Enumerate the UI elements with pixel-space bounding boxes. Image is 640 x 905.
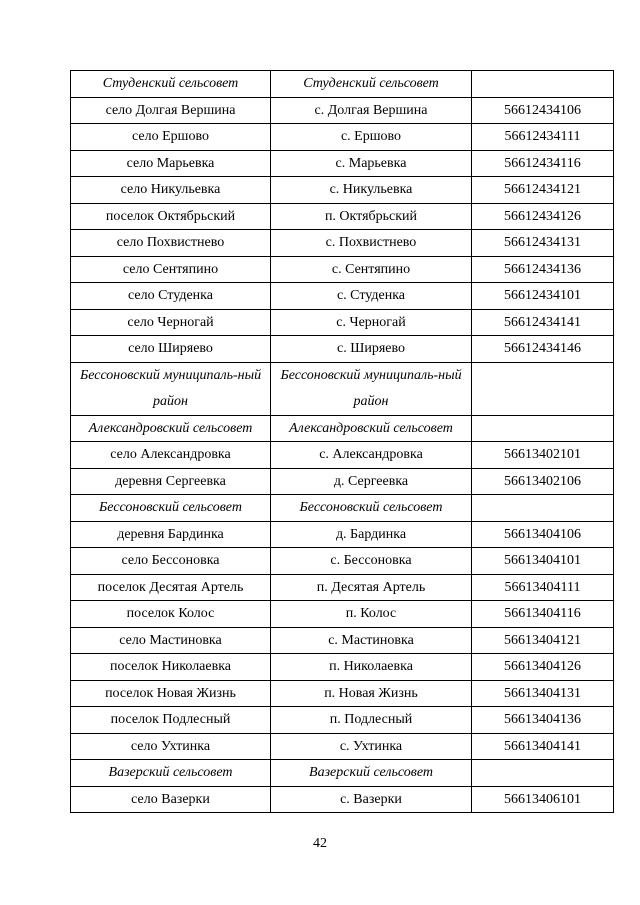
settlement-name-cell: село Бессоновка: [71, 548, 271, 575]
settlement-name-cell: деревня Сергеевка: [71, 468, 271, 495]
short-name-cell: п. Колос: [271, 601, 472, 628]
settlement-name-cell: Бессоновский муниципаль-ный район: [71, 362, 271, 415]
oktmo-code-cell: 56613404116: [472, 601, 614, 628]
settlement-name-cell: Вазерский сельсовет: [71, 760, 271, 787]
group-header-row: [71, 362, 614, 415]
settlement-name-cell: поселок Подлесный: [71, 707, 271, 734]
group-header-row: [71, 415, 614, 442]
settlement-name-cell: село Студенка: [71, 283, 271, 310]
short-name-cell: д. Бардинка: [271, 521, 472, 548]
oktmo-code-cell: 56613402106: [472, 468, 614, 495]
settlement-name-cell: село Долгая Вершина: [71, 97, 271, 124]
short-name-cell: с. Ухтинка: [271, 733, 472, 760]
settlement-name-cell: село Марьевка: [71, 150, 271, 177]
oktmo-code-cell: 56612434106: [472, 97, 614, 124]
settlement-name-cell: село Александровка: [71, 442, 271, 469]
group-header-row: [71, 760, 614, 787]
oktmo-code-cell: 56613404101: [472, 548, 614, 575]
table-row: [71, 309, 614, 336]
table-row: [71, 336, 614, 363]
settlement-name-cell: Александровский сельсовет: [71, 415, 271, 442]
table-row: [71, 442, 614, 469]
oktmo-code-cell: 56613404126: [472, 654, 614, 681]
oktmo-code-cell: 56612434146: [472, 336, 614, 363]
settlement-name-cell: село Ершово: [71, 124, 271, 151]
short-name-cell: с. Черногай: [271, 309, 472, 336]
oktmo-code-cell: 56613404136: [472, 707, 614, 734]
short-name-cell: п. Октябрьский: [271, 203, 472, 230]
settlement-name-cell: Студенский сельсовет: [71, 71, 271, 98]
oktmo-code-cell: 56613406101: [472, 786, 614, 813]
short-name-cell: п. Десятая Артель: [271, 574, 472, 601]
short-name-cell: с. Вазерки: [271, 786, 472, 813]
group-header-row: [71, 495, 614, 522]
settlement-name-cell: село Сентяпино: [71, 256, 271, 283]
oktmo-code-cell: [472, 415, 614, 442]
table-body: [71, 71, 614, 813]
short-name-cell: с. Бессоновка: [271, 548, 472, 575]
oktmo-code-cell: 56612434121: [472, 177, 614, 204]
short-name-cell: с. Мастиновка: [271, 627, 472, 654]
table-row: [71, 150, 614, 177]
settlement-name-cell: село Вазерки: [71, 786, 271, 813]
oktmo-code-cell: 56613404111: [472, 574, 614, 601]
short-name-cell: Студенский сельсовет: [271, 71, 472, 98]
table-row: [71, 786, 614, 813]
table-row: [71, 124, 614, 151]
oktmo-code-cell: 56613404106: [472, 521, 614, 548]
short-name-cell: п. Подлесный: [271, 707, 472, 734]
short-name-cell: с. Никульевка: [271, 177, 472, 204]
settlement-name-cell: село Мастиновка: [71, 627, 271, 654]
settlement-name-cell: поселок Десятая Артель: [71, 574, 271, 601]
short-name-cell: п. Николаевка: [271, 654, 472, 681]
settlement-name-cell: село Ухтинка: [71, 733, 271, 760]
short-name-cell: Бессоновский муниципаль-ный район: [271, 362, 472, 415]
settlement-name-cell: деревня Бардинка: [71, 521, 271, 548]
table-row: [71, 283, 614, 310]
oktmo-code-cell: 56612434141: [472, 309, 614, 336]
table-row: [71, 627, 614, 654]
oktmo-code-cell: [472, 495, 614, 522]
short-name-cell: с. Долгая Вершина: [271, 97, 472, 124]
table-row: [71, 654, 614, 681]
settlement-name-cell: село Ширяево: [71, 336, 271, 363]
oktmo-code-cell: 56612434126: [472, 203, 614, 230]
oktmo-code-cell: [472, 362, 614, 415]
short-name-cell: с. Ершово: [271, 124, 472, 151]
table-row: [71, 733, 614, 760]
oktmo-code-cell: 56612434101: [472, 283, 614, 310]
short-name-cell: Бессоновский сельсовет: [271, 495, 472, 522]
table-row: [71, 256, 614, 283]
oktmo-code-cell: 56612434111: [472, 124, 614, 151]
group-header-row: [71, 71, 614, 98]
oktmo-code-cell: [472, 760, 614, 787]
oktmo-code-cell: 56612434116: [472, 150, 614, 177]
table-row: [71, 177, 614, 204]
table-row: [71, 468, 614, 495]
oktmo-code-cell: 56613404141: [472, 733, 614, 760]
page-number: 42: [313, 836, 327, 851]
short-name-cell: с. Александровка: [271, 442, 472, 469]
oktmo-code-cell: [472, 71, 614, 98]
settlements-table: [70, 70, 614, 813]
short-name-cell: с. Сентяпино: [271, 256, 472, 283]
table-row: [71, 680, 614, 707]
oktmo-code-cell: 56613402101: [472, 442, 614, 469]
settlement-name-cell: село Черногай: [71, 309, 271, 336]
table-row: [71, 97, 614, 124]
settlement-name-cell: поселок Октябрьский: [71, 203, 271, 230]
short-name-cell: с. Ширяево: [271, 336, 472, 363]
oktmo-code-cell: 56613404131: [472, 680, 614, 707]
short-name-cell: с. Студенка: [271, 283, 472, 310]
oktmo-code-cell: 56613404121: [472, 627, 614, 654]
oktmo-code-cell: 56612434131: [472, 230, 614, 257]
settlement-name-cell: Бессоновский сельсовет: [71, 495, 271, 522]
table-row: [71, 548, 614, 575]
settlement-name-cell: поселок Новая Жизнь: [71, 680, 271, 707]
short-name-cell: д. Сергеевка: [271, 468, 472, 495]
table-row: [71, 203, 614, 230]
short-name-cell: Вазерский сельсовет: [271, 760, 472, 787]
table-row: [71, 521, 614, 548]
settlement-name-cell: село Никульевка: [71, 177, 271, 204]
short-name-cell: Александровский сельсовет: [271, 415, 472, 442]
settlement-name-cell: поселок Николаевка: [71, 654, 271, 681]
short-name-cell: с. Похвистнево: [271, 230, 472, 257]
oktmo-code-cell: 56612434136: [472, 256, 614, 283]
table-row: [71, 230, 614, 257]
short-name-cell: с. Марьевка: [271, 150, 472, 177]
table-row: [71, 601, 614, 628]
table-row: [71, 574, 614, 601]
settlement-name-cell: поселок Колос: [71, 601, 271, 628]
table-row: [71, 707, 614, 734]
settlement-name-cell: село Похвистнево: [71, 230, 271, 257]
short-name-cell: п. Новая Жизнь: [271, 680, 472, 707]
